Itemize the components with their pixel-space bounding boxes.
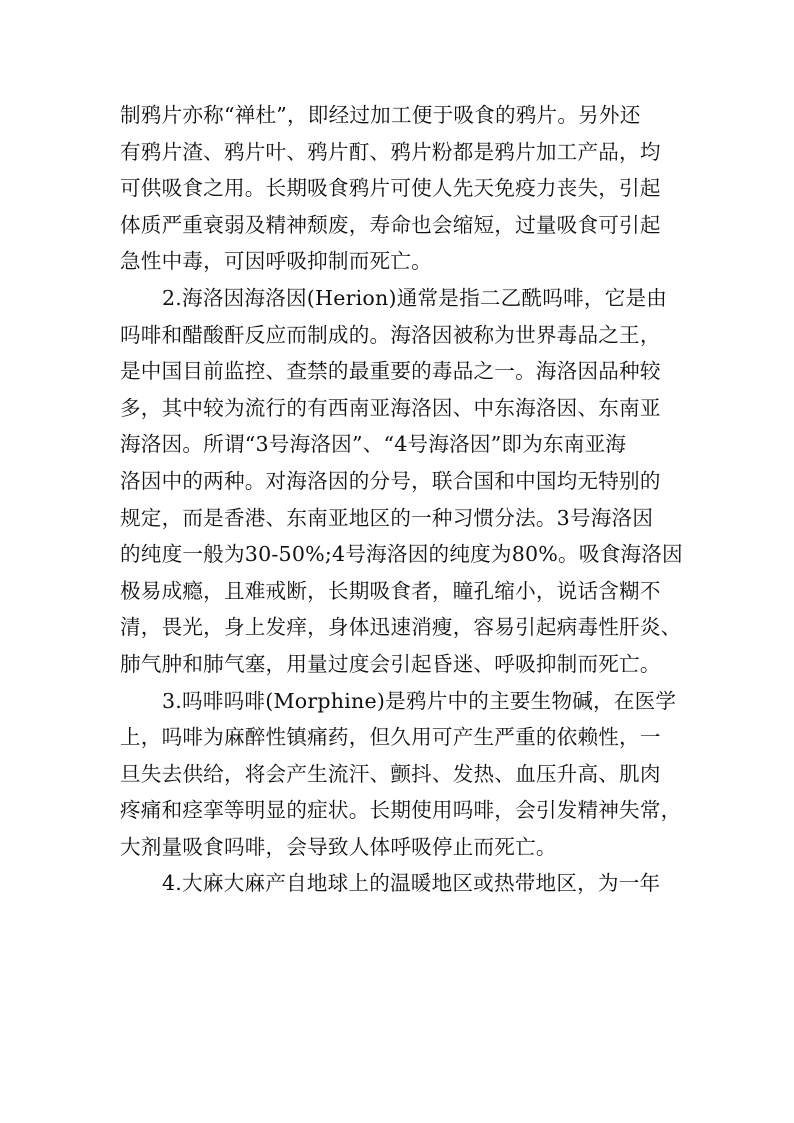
- text-line: 清，畏光，身上发痒，身体迅速消瘦，容易引起病毒性肝炎、: [120, 615, 682, 640]
- text-line: 是中国目前监控、查禁的最重要的毒品之一。海洛因品种较: [120, 359, 661, 384]
- text-line: 体质严重衰弱及精神颓废，寿命也会缩短，过量吸食可引起: [120, 212, 661, 237]
- text-line: 极易成瘾，且难戒断，长期吸食者，瞳孔缩小，说话含糊不: [120, 578, 661, 603]
- body-text: [120, 97, 683, 902]
- text-line: 肺气肿和肺气塞，用量过度会引起昏迷、呼吸抑制而死亡。: [120, 651, 661, 676]
- text-line: 可供吸食之用。长期吸食鸦片可使人先天免疫力丧失，引起: [120, 176, 661, 201]
- text-line: 旦失去供给，将会产生流汗、颤抖、发热、血压升高、肌肉: [120, 761, 661, 786]
- paragraph-first-line: 2.海洛因海洛因(Herion)通常是指二乙酰吗啡，它是由: [162, 285, 668, 310]
- paragraph-first-line: 4.大麻大麻产自地球上的温暖地区或热带地区，为一年: [162, 871, 661, 896]
- text-line: 制鸦片亦称“禅杜”，即经过加工便于吸食的鸦片。另外还: [120, 103, 641, 127]
- text-line: 吗啡和醋酸酐反应而制成的。海洛因被称为世界毒品之王，: [120, 322, 661, 347]
- paragraph-first-line: 3.吗啡吗啡(Morphine)是鸦片中的主要生物碱，在医学: [162, 688, 677, 713]
- text-line: 的纯度一般为30-50%;4号海洛因的纯度为80%。吸食海洛因: [120, 542, 683, 567]
- text-line: 急性中毒，可因呼吸抑制而死亡。: [120, 249, 432, 274]
- text-line: 疼痛和痉挛等明显的症状。长期使用吗啡，会引发精神失常，: [120, 798, 682, 823]
- text-line: 有鸦片渣、鸦片叶、鸦片酊、鸦片粉都是鸦片加工产品，均: [120, 139, 661, 164]
- text-line: 大剂量吸食吗啡，会导致人体呼吸停止而死亡。: [120, 834, 557, 859]
- text-line: 规定，而是香港、东南亚地区的一种习惯分法。3号海洛因: [120, 505, 654, 530]
- text-line: 上，吗啡为麻醉性镇痛药，但久用可产生严重的依赖性，一: [120, 725, 661, 750]
- text-line: 洛因中的两种。对海洛因的分号，联合国和中国均无特别的: [120, 468, 661, 493]
- text-line: 海洛因。所谓“3号海洛因”、“4号海洛因”即为东南亚海: [120, 432, 627, 457]
- text-line: 多，其中较为流行的有西南亚海洛因、中东海洛因、东南亚: [120, 395, 661, 420]
